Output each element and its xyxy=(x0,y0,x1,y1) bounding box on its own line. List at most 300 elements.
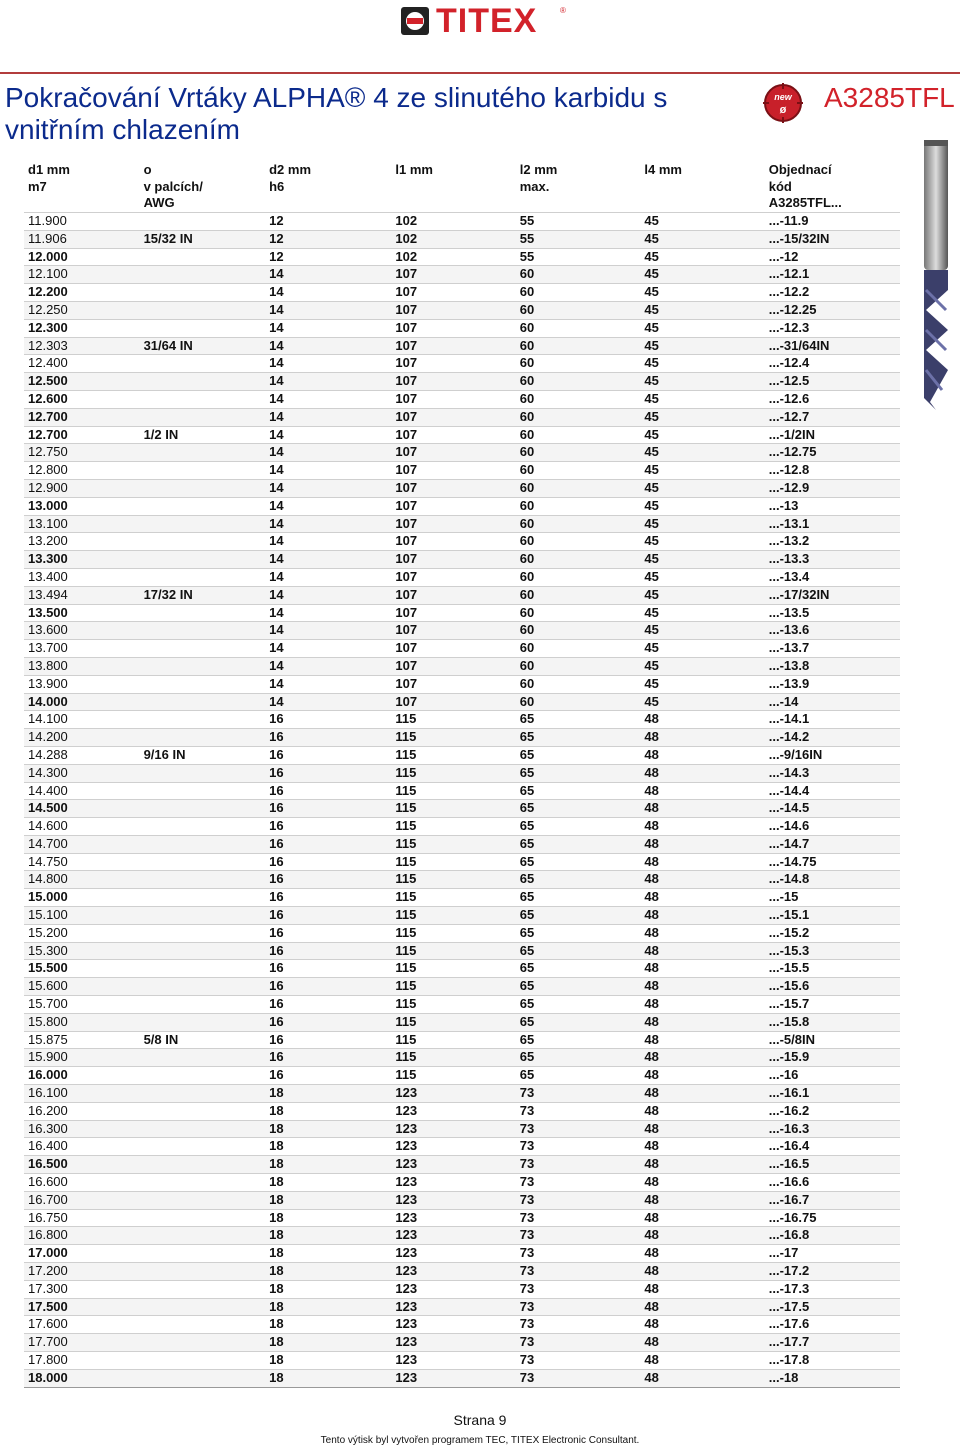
cell-l2: 65 xyxy=(519,729,535,745)
cell-inch xyxy=(140,319,266,337)
cell-d1: 11.906 xyxy=(28,230,67,246)
cell-inch xyxy=(140,711,266,729)
cell-l1: 115 xyxy=(395,1049,417,1065)
table-row xyxy=(24,444,900,462)
cell-d2: 18 xyxy=(269,1156,284,1172)
cell-l2: 65 xyxy=(519,1013,535,1029)
cell-d1: 17.800 xyxy=(28,1352,68,1367)
col-header-l2: l2 mm max. xyxy=(519,162,558,194)
cell-d2: 12 xyxy=(269,230,284,246)
cell-d2: 16 xyxy=(269,711,284,727)
cell-l4: 48 xyxy=(644,835,659,851)
cell-d1: 13.700 xyxy=(28,640,68,656)
cell-inch xyxy=(140,729,266,747)
cell-l4: 48 xyxy=(644,746,659,762)
cell-l2: 55 xyxy=(519,248,535,264)
cell-inch xyxy=(140,924,266,942)
cell-l1: 102 xyxy=(395,213,418,228)
cell-order-code: ...-16.5 xyxy=(768,1156,810,1172)
cell-l2: 60 xyxy=(519,284,535,300)
cell-d2: 16 xyxy=(269,978,284,994)
cell-d2: 16 xyxy=(269,1031,284,1047)
cell-d2: 14 xyxy=(269,337,284,353)
cell-d2: 14 xyxy=(269,426,284,442)
cell-l2: 65 xyxy=(519,711,535,727)
cell-l4: 45 xyxy=(644,675,659,691)
cell-l4: 45 xyxy=(644,622,659,638)
cell-l4: 48 xyxy=(644,1102,659,1118)
cell-l2: 65 xyxy=(519,1031,535,1047)
cell-d1: 16.400 xyxy=(28,1138,68,1154)
table-row xyxy=(24,408,900,426)
cell-l1: 123 xyxy=(395,1316,418,1332)
cell-d1: 12.600 xyxy=(28,390,68,406)
cell-l2: 65 xyxy=(519,871,535,887)
cell-l2: 60 xyxy=(519,373,535,389)
cell-l4: 45 xyxy=(644,390,659,406)
cell-d1: 12.200 xyxy=(28,284,68,300)
cell-l4: 48 xyxy=(644,871,659,887)
table-row xyxy=(24,711,900,729)
table-row xyxy=(24,301,900,319)
cell-d2: 14 xyxy=(269,586,284,602)
cell-l2: 60 xyxy=(519,444,535,460)
cell-l4: 48 xyxy=(644,978,659,994)
cell-l1: 123 xyxy=(395,1245,418,1261)
table-row xyxy=(24,230,900,248)
cell-d1: 12.250 xyxy=(28,301,68,317)
cell-order-code: ...-15.2 xyxy=(768,924,810,940)
cell-inch xyxy=(140,1085,266,1103)
table-row xyxy=(24,640,900,658)
cell-l2: 60 xyxy=(519,622,535,638)
cell-l1: 123 xyxy=(395,1102,418,1118)
cell-l4: 45 xyxy=(644,426,659,442)
cell-d1: 13.500 xyxy=(28,604,68,620)
table-row xyxy=(24,871,900,889)
cell-l4: 48 xyxy=(644,1352,659,1367)
cell-l2: 60 xyxy=(519,604,535,620)
cell-order-code: ...-14.3 xyxy=(768,764,810,780)
cell-inch xyxy=(140,1369,266,1387)
cell-l1: 115 xyxy=(395,924,417,940)
cell-order-code: ...-12.25 xyxy=(768,301,817,317)
cell-order-code: ...-5/8IN xyxy=(768,1031,815,1047)
cell-d1: 18.000 xyxy=(28,1369,68,1385)
cell-l2: 60 xyxy=(519,301,535,317)
cell-l1: 115 xyxy=(395,871,417,887)
cell-d2: 14 xyxy=(269,515,284,531)
cell-d2: 14 xyxy=(269,533,284,549)
cell-inch xyxy=(140,1067,266,1085)
cell-l2: 60 xyxy=(519,497,535,513)
cell-l2: 55 xyxy=(519,230,535,246)
cell-l1: 107 xyxy=(395,551,418,567)
table-row xyxy=(24,1191,900,1209)
cell-d2: 16 xyxy=(269,924,284,940)
cell-d2: 16 xyxy=(269,782,284,798)
table-row xyxy=(24,1156,900,1174)
cell-l1: 115 xyxy=(395,907,417,923)
cell-order-code: ...-16.1 xyxy=(768,1085,810,1101)
cell-inch xyxy=(140,1334,266,1352)
cell-order-code: ...-16.6 xyxy=(768,1174,810,1190)
cell-d1: 13.600 xyxy=(28,622,68,638)
cell-d2: 16 xyxy=(269,1013,284,1029)
cell-d1: 13.200 xyxy=(28,533,68,549)
cell-l4: 45 xyxy=(644,284,659,300)
cell-l2: 60 xyxy=(519,515,535,531)
table-row xyxy=(24,551,900,569)
cell-l2: 60 xyxy=(519,568,535,584)
cell-inch xyxy=(140,818,266,836)
table-row xyxy=(24,248,900,266)
cell-order-code: ...-15.9 xyxy=(768,1049,810,1065)
table-row xyxy=(24,1174,900,1192)
cell-order-code: ...-12.3 xyxy=(768,319,810,335)
cell-l1: 123 xyxy=(395,1156,418,1172)
cell-order-code: ...-15.7 xyxy=(768,996,810,1012)
cell-inch xyxy=(140,853,266,871)
page-number: Strana 9 xyxy=(453,1412,507,1428)
cell-l1: 123 xyxy=(395,1191,418,1207)
cell-l2: 60 xyxy=(519,693,535,709)
cell-l4: 45 xyxy=(644,693,659,709)
cell-inch xyxy=(140,444,266,462)
table-row xyxy=(24,373,900,391)
cell-d2: 14 xyxy=(269,622,284,638)
cell-order-code: ...-12.5 xyxy=(768,373,810,389)
table-row xyxy=(24,1263,900,1281)
cell-d2: 14 xyxy=(269,355,284,371)
cell-l1: 115 xyxy=(395,746,417,762)
cell-l2: 73 xyxy=(519,1209,535,1225)
cell-l1: 123 xyxy=(395,1334,418,1350)
cell-l4: 48 xyxy=(644,1138,659,1154)
cell-inch: 1/2 IN xyxy=(143,426,179,442)
table-row xyxy=(24,1209,900,1227)
cell-d1: 15.300 xyxy=(28,942,68,958)
cell-l1: 115 xyxy=(395,1067,417,1083)
cell-order-code: ...-13.8 xyxy=(768,657,810,673)
cell-l4: 45 xyxy=(644,230,659,246)
col-header-inch: o v palcích/ AWG xyxy=(143,162,203,210)
cell-order-code: ...-15.8 xyxy=(768,1013,810,1029)
cell-l2: 60 xyxy=(519,266,535,282)
cell-l1: 107 xyxy=(395,408,418,424)
cell-l2: 73 xyxy=(519,1334,535,1350)
cell-l4: 45 xyxy=(644,373,659,389)
cell-l4: 48 xyxy=(644,1174,659,1190)
cell-l1: 107 xyxy=(395,319,418,335)
cell-order-code: ...-14.2 xyxy=(768,729,810,745)
cell-inch xyxy=(140,1316,266,1334)
cell-d1: 12.303 xyxy=(28,337,68,353)
page-title: Pokračování Vrtáky ALPHA® 4 ze slinutého karbidu s vnitřním chlazením xyxy=(5,82,668,145)
table-row xyxy=(24,1067,900,1085)
cell-l4: 48 xyxy=(644,1298,659,1314)
cell-l4: 48 xyxy=(644,996,659,1012)
table-row xyxy=(24,746,900,764)
table-row xyxy=(24,1245,900,1263)
cell-d2: 18 xyxy=(269,1227,284,1243)
cell-d1: 12.700 xyxy=(28,426,68,442)
cell-d1: 14.200 xyxy=(28,729,68,745)
table-row xyxy=(24,266,900,284)
table-row xyxy=(24,284,900,302)
table-row xyxy=(24,1013,900,1031)
cell-order-code: ...-13.3 xyxy=(768,551,810,567)
cell-l1: 107 xyxy=(395,462,418,478)
cell-inch xyxy=(140,462,266,480)
cell-l2: 65 xyxy=(519,978,535,994)
cell-d1: 12.500 xyxy=(28,373,68,389)
cell-order-code: ...-11.9 xyxy=(768,213,809,228)
cell-l4: 48 xyxy=(644,1316,659,1332)
cell-d1: 14.400 xyxy=(28,782,68,798)
cell-d1: 14.300 xyxy=(28,764,68,780)
table-row xyxy=(24,533,900,551)
cell-l1: 107 xyxy=(395,355,418,371)
cell-order-code: ...-14.7 xyxy=(768,835,810,851)
cell-d2: 14 xyxy=(269,301,284,317)
cell-l4: 48 xyxy=(644,1280,659,1296)
col-header-d1: d1 mm m7 xyxy=(28,162,70,194)
cell-order-code: ...-12.4 xyxy=(768,355,810,371)
cell-l2: 73 xyxy=(519,1174,535,1190)
cell-l4: 45 xyxy=(644,533,659,549)
cell-d2: 16 xyxy=(269,996,284,1012)
cell-inch xyxy=(140,622,266,640)
cell-l2: 65 xyxy=(519,1049,535,1065)
cell-l2: 73 xyxy=(519,1263,535,1279)
table-row xyxy=(24,1085,900,1103)
cell-d2: 12 xyxy=(269,213,284,228)
cell-d1: 16.600 xyxy=(28,1174,68,1190)
cell-d2: 18 xyxy=(269,1334,284,1350)
table-row xyxy=(24,622,900,640)
cell-inch xyxy=(140,266,266,284)
cell-l2: 65 xyxy=(519,853,535,869)
cell-order-code: ...-12.75 xyxy=(768,444,817,460)
table-header-row xyxy=(24,162,900,213)
table-row xyxy=(24,835,900,853)
cell-l2: 65 xyxy=(519,889,535,905)
cell-l4: 48 xyxy=(644,907,659,923)
cell-l4: 48 xyxy=(644,1245,659,1261)
cell-l1: 115 xyxy=(395,835,417,851)
cell-inch xyxy=(140,1298,266,1316)
cell-order-code: ...-12.9 xyxy=(768,479,810,495)
cell-l4: 45 xyxy=(644,640,659,656)
cell-l4: 45 xyxy=(644,319,659,335)
cell-order-code: ...-12 xyxy=(768,248,799,264)
table-row xyxy=(24,497,900,515)
cell-l4: 48 xyxy=(644,1209,659,1225)
table-row xyxy=(24,1031,900,1049)
cell-d2: 14 xyxy=(269,640,284,656)
cell-d1: 15.500 xyxy=(28,960,68,976)
cell-d2: 14 xyxy=(269,284,284,300)
table-row xyxy=(24,213,900,231)
cell-inch xyxy=(140,800,266,818)
cell-l1: 123 xyxy=(395,1369,418,1385)
cell-l1: 107 xyxy=(395,693,418,709)
cell-l4: 45 xyxy=(644,213,659,228)
cell-d2: 16 xyxy=(269,942,284,958)
cell-d1: 12.800 xyxy=(28,462,68,478)
cell-d1: 16.200 xyxy=(28,1102,68,1118)
cell-l1: 115 xyxy=(395,996,417,1012)
cell-order-code: ...-17.8 xyxy=(768,1352,810,1367)
cell-l4: 45 xyxy=(644,515,659,531)
cell-order-code: ...-16.4 xyxy=(768,1138,810,1154)
cell-l2: 73 xyxy=(519,1280,535,1296)
cell-order-code: ...-16 xyxy=(768,1067,799,1083)
cell-order-code: ...-13.7 xyxy=(768,640,810,656)
cell-order-code: ...-31/64IN xyxy=(768,337,830,353)
cell-order-code: ...-13.1 xyxy=(768,515,810,531)
cell-l4: 48 xyxy=(644,1120,659,1136)
cell-inch: 5/8 IN xyxy=(143,1031,179,1047)
cell-inch xyxy=(140,1120,266,1138)
table-row xyxy=(24,960,900,978)
cell-l2: 73 xyxy=(519,1102,535,1118)
cell-d1: 12.000 xyxy=(28,248,68,264)
cell-d1: 15.100 xyxy=(28,907,68,923)
table-body xyxy=(24,213,900,1388)
cell-d2: 14 xyxy=(269,568,284,584)
cell-order-code: ...-13 xyxy=(768,497,799,513)
cell-l2: 65 xyxy=(519,764,535,780)
cell-inch xyxy=(140,1227,266,1245)
cell-l4: 48 xyxy=(644,889,659,905)
cell-inch xyxy=(140,355,266,373)
cell-inch xyxy=(140,301,266,319)
cell-l2: 73 xyxy=(519,1191,535,1207)
cell-l4: 45 xyxy=(644,604,659,620)
cell-order-code: ...-15.1 xyxy=(768,907,810,923)
cell-d1: 15.200 xyxy=(28,924,68,940)
cell-order-code: ...-16.75 xyxy=(768,1209,817,1225)
table-row xyxy=(24,568,900,586)
cell-d1: 15.900 xyxy=(28,1049,68,1065)
table-row xyxy=(24,337,900,355)
cell-d1: 14.600 xyxy=(28,818,68,834)
cell-inch xyxy=(140,1138,266,1156)
cell-l4: 48 xyxy=(644,924,659,940)
table-row xyxy=(24,729,900,747)
cell-order-code: ...-15/32IN xyxy=(768,230,830,246)
cell-inch xyxy=(140,1191,266,1209)
cell-l1: 123 xyxy=(395,1174,418,1190)
cell-order-code: ...-16.2 xyxy=(768,1102,810,1118)
cell-l1: 107 xyxy=(395,533,418,549)
cell-inch xyxy=(140,568,266,586)
cell-l2: 65 xyxy=(519,818,535,834)
cell-inch xyxy=(140,551,266,569)
cell-inch xyxy=(140,479,266,497)
cell-l4: 45 xyxy=(644,657,659,673)
cell-d2: 16 xyxy=(269,729,284,745)
cell-l2: 65 xyxy=(519,800,535,816)
cell-inch xyxy=(140,515,266,533)
table-row xyxy=(24,586,900,604)
logo-text: TITEX xyxy=(436,2,538,40)
cell-l2: 55 xyxy=(519,213,535,228)
cell-l4: 48 xyxy=(644,764,659,780)
cell-l4: 48 xyxy=(644,782,659,798)
svg-text:ø: ø xyxy=(779,104,787,116)
cell-d2: 18 xyxy=(269,1120,284,1136)
table-row xyxy=(24,978,900,996)
cell-d1: 12.300 xyxy=(28,319,68,335)
cell-l1: 107 xyxy=(395,337,418,353)
table-row xyxy=(24,390,900,408)
cell-l2: 73 xyxy=(519,1369,535,1385)
registered-mark: ® xyxy=(560,6,566,15)
cell-order-code: ...-9/16IN xyxy=(768,746,823,762)
cell-d2: 18 xyxy=(269,1263,284,1279)
cell-d1: 13.900 xyxy=(28,675,68,691)
table-row xyxy=(24,889,900,907)
cell-order-code: ...-15.5 xyxy=(768,960,810,976)
cell-order-code: ...-16.3 xyxy=(768,1120,810,1136)
cell-l1: 115 xyxy=(395,889,417,905)
cell-l2: 60 xyxy=(519,408,535,424)
cell-l2: 60 xyxy=(519,640,535,656)
cell-l4: 45 xyxy=(644,586,659,602)
cell-inch xyxy=(140,675,266,693)
cell-d1: 15.700 xyxy=(28,996,68,1012)
cell-l2: 73 xyxy=(519,1085,535,1101)
cell-d1: 14.288 xyxy=(28,746,68,762)
table-row xyxy=(24,462,900,480)
table-row xyxy=(24,693,900,711)
cell-d1: 15.800 xyxy=(28,1013,68,1029)
cell-inch xyxy=(140,1174,266,1192)
cell-d2: 16 xyxy=(269,871,284,887)
cell-d2: 14 xyxy=(269,675,284,691)
cell-order-code: ...-14.5 xyxy=(768,800,810,816)
cell-l1: 115 xyxy=(395,800,417,816)
cell-d2: 16 xyxy=(269,818,284,834)
cell-d2: 14 xyxy=(269,657,284,673)
cell-inch xyxy=(140,1013,266,1031)
cell-d1: 14.500 xyxy=(28,800,68,816)
cell-l2: 73 xyxy=(519,1138,535,1154)
cell-d2: 16 xyxy=(269,746,284,762)
cell-order-code: ...-12.7 xyxy=(768,408,810,424)
cell-d2: 14 xyxy=(269,604,284,620)
cell-d2: 14 xyxy=(269,266,284,282)
cell-l4: 48 xyxy=(644,1049,659,1065)
cell-inch xyxy=(140,942,266,960)
cell-d1: 12.400 xyxy=(28,355,68,371)
cell-order-code: ...-13.9 xyxy=(768,675,810,691)
cell-d1: 17.700 xyxy=(28,1334,68,1350)
cell-l2: 60 xyxy=(519,390,535,406)
cell-d2: 18 xyxy=(269,1280,284,1296)
cell-l1: 123 xyxy=(395,1120,418,1136)
cell-l1: 107 xyxy=(395,444,418,460)
cell-d1: 17.300 xyxy=(28,1280,68,1296)
cell-d1: 16.000 xyxy=(28,1067,68,1083)
cell-d1: 14.100 xyxy=(28,711,68,727)
cell-order-code: ...-14.1 xyxy=(768,711,810,727)
cell-d2: 12 xyxy=(269,248,284,264)
cell-l2: 60 xyxy=(519,355,535,371)
